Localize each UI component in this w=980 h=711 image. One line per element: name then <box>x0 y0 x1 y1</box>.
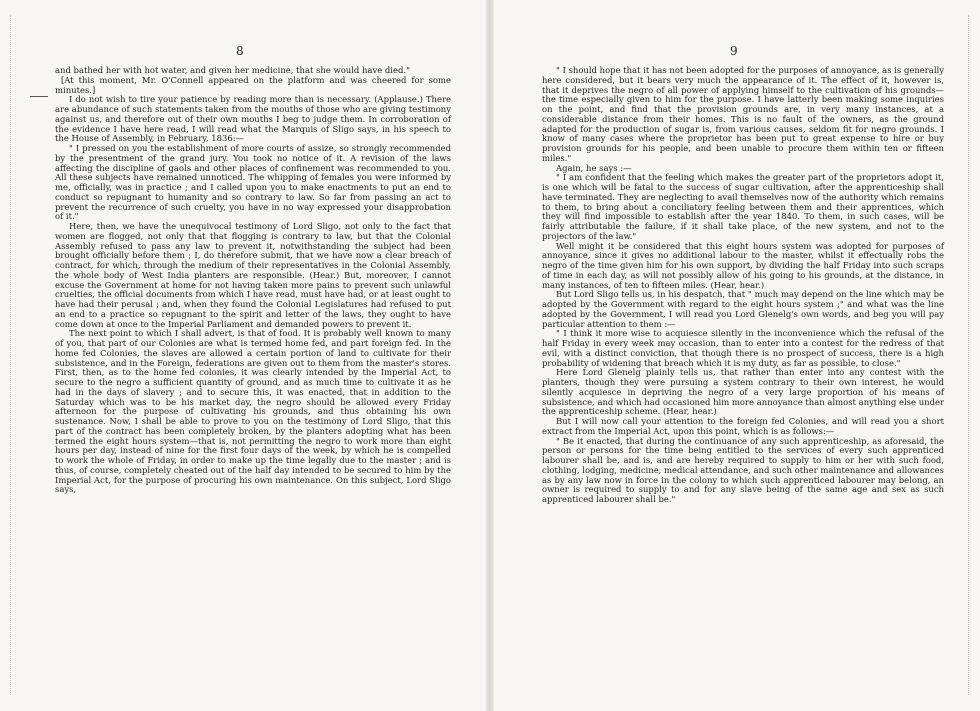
margin-mark <box>30 96 48 97</box>
paragraph: [At this moment, Mr. O'Connell appeared on the platform and was cheered for some minutes.] <box>55 74 451 95</box>
quotation: " I am confident that the feeling which makes the greater part of the proprietors adopt it, is one which will be fatal to the success of sugar cultivation, after the apprenticeship shall have terminated. They are neglecting to avail themselves now of the authority which remains to them, to bring about a conciliatory feeling between them and their apprentices, which they will find impossible to establish after the year 1840. To them, in such cases, will be fairly attributable the failure, if it shall take place, of the new system, and not to the projectors of the law." <box>542 172 944 241</box>
left-page <box>0 0 486 711</box>
paragraph: Here, then, we have the unequivocal testimony of Lord Sligo, not only to the fact that women are flogged, not only that that flogging is contrary to law, but that the Colonial Assembly refused to pass any law to prevent it, notwithstanding the subject had been brought officially before them ; I, do therefore submit, that we have now a clear breach of contract, for which, through the medium of their representatives in the Colonial Assembly, the whole body of West India planters are responsible. (Hear.) But, moreover, I cannot excuse the Government at home for not having taken more pains to prevent such unlawful cruelties, the official documents from which I have read, must have had, or at least ought to have had their perusal ; and, when they found the Colonial Legislatures had refused to put an end to a practice so repugnant to the spirit and letter of the laws, they ought to have come down at once to the Imperial Parliament and demanded powers to prevent it. <box>55 221 451 329</box>
paragraph: The next point to which I shall advert, is that of food. It is probably well known to many of you, that part of our Colonies are what is termed home fed, and part foreign fed. In the home fed Colonies, the slaves are allowed a certain portion of land to cultivate for their subsistence, and in the Foreign, federations are given out to them from the master's stores. First, then, as to the home fed colonies, it was clearly intended by the Imperial Act, to secure to the negro a sufficient quantity of ground, and as much time to cultivate it as he had in the days of slavery ; and to secure this, it was enacted, that in addition to the Saturday which was to be his market day, the negro should be allowed every Friday afternoon for the purpose of cultivating his grounds, and thus obtaining his own sustenance. Now, I shall be able to prove to you on the testimony of Lord Sligo, that this part of the contract has been completely broken, by the planters adopting what has been termed the eight hours system—that is, not permitting the negro to work more than eight hours per day, instead of nine for the first four days of the week, by which he is compelled to work the whole of Friday, in order to make up the time legally due to the master ; and is thus, of course, completely cheated out of the half day intended to be secured to him by the Imperial Act, for the purpose of procuring his own maintenance. On this subject, Lord Sligo says, <box>55 328 451 495</box>
page-edge <box>968 15 970 695</box>
quotation: " I pressed on you the establishment of more courts of assize, so strongly recommended by the presentment of the grand jury. You took no notice of it. A revision of the laws affecting the discipline of gaols and other places of confinement was recommended to you. All these subjects have remained unnoticed. The whipping of females you were informed by me, officially, was in practice ; and I called upon you to make enactments to put an end to conduct so repugnant to humanity and so contrary to law. So far from passing an act to prevent the recurrence of such cruelty, you have in no way expressed your disapprobation of it." <box>55 143 451 222</box>
right-page-text <box>542 66 944 505</box>
paragraph: But I will now call your attention to the foreign fed Colonies, and will read you a short extract from the Imperial Act, upon this point, which is as follows:— <box>542 416 944 436</box>
paragraph: I do not wish to tire your patience by reading more than is necessary. (Applause.) There are abundance of such statements taken from the mouths of those who are giving testimony against us, and therefore out of their own mouths I beg to judge them. In corroboration of the evidence I have here read, I will read what the Marquis of Sligo says, in his speech to the House of Assembly, in February, 1836:— <box>55 94 451 144</box>
quotation: " I should hope that it has not been adopted for the purposes of annoyance, as is generally here considered, but it bears very much the appearance of it. The effect of it, however is, that it deprives the negro of all power of applying himself to the cultivation of his grounds—the time especially given to him for the purpose. I have latterly been making some inquiries on the point, and find that the provision grounds are, in very many instances, at a considerable distance from their homes. This is no fault of the owners, as the ground adapted for the production of sugar is, from various causes, seldom fit for negro grounds. I know of many cases where the proprietor has been put to great expense to hire or buy provision grounds for his people, and been unable to procure them within ten or fifteen miles." <box>542 65 944 163</box>
page-edge <box>10 15 12 695</box>
paragraph: and bathed her with hot water, and given her medicine, that she would have died." <box>55 65 410 75</box>
page-number: 8 <box>236 44 245 58</box>
book-gutter <box>486 0 494 711</box>
page-number: 9 <box>730 44 739 58</box>
quotation: " Be it enacted, that during the continuance of any such apprenticeship, as aforesaid, the person or persons for the time being entitled to the services of every such apprenticed labourer shall be, and is, and are hereby required to supply to him or her with such food, clothing, lodging, medicine, medical attendance, and such other maintenance and allowances as by any law now in force in the colony to which such apprenticed labourer may belong, an owner is required to supply to and for any slave being of the same age and sex as such apprenticed labourer shall be." <box>542 435 944 504</box>
left-page-text <box>55 66 451 495</box>
paragraph: Again, he says :— <box>556 162 632 173</box>
paragraph: But Lord Sligo tells us, in his despatch, that " much may depend on the line which may be adopted by the Government with regard to the eight hours system ;" and what was the line adopted by the Government, I will read you Lord Glenelg's own words, and beg you will pay particular attention to them :— <box>542 289 944 329</box>
paragraph: Here Lord Glenelg plainly tells us, that rather than enter into any contest with the planters, though they were pursuing a system contrary to their own interest, he would silently acquiesce in depriving the negro of a very large proportion of his means of subsistence, and which had occasioned him more annoyance than almost anything else under the apprenticeship scheme. (Hear, hear.) <box>542 367 944 417</box>
right-page <box>494 0 980 711</box>
quotation: " I think it more wise to acquiesce silently in the inconvenience which the refusal of the half Friday in every week may occasion, than to enter into a contest for the redress of that evil, with a distinct conviction, that though there is no prospect of success, there is a high probability of widening that breach which it is my duty, as far as possible, to close." <box>542 328 944 368</box>
paragraph: Well might it be considered that this eight hours system was adopted for purposes of annoyance, since it gives no additional labour to the master, whilst it effectually robs the negro of the time given him for his own support, by dividing the half Friday into such scraps of time in each day, as will not possibly allow of his going to his grounds, at the distance, in many instances, of ten to fifteen miles. (Hear, hear.) <box>542 240 944 290</box>
